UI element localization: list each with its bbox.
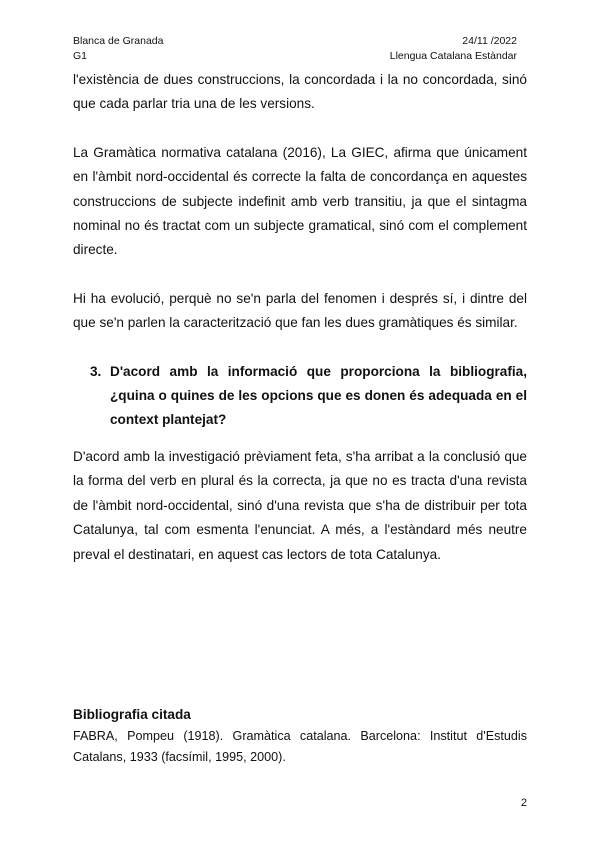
- paragraph-evolution: Hi ha evolució, perquè no se'n parla del fenomen i després sí, i dintre del que se'n parlen la caracterització que fan les dues gramàtiques és similar.: [73, 290, 527, 331]
- question-text: D'acord amb la informació que proporciona la bibliografia, ¿quina o quines de les opcions que es donen és adequada en el context plantejat?: [110, 363, 527, 428]
- document-date: 24/11 /2022: [462, 35, 517, 47]
- question-number: 3.: [90, 363, 102, 379]
- bibliography-section: [73, 704, 527, 768]
- answer-paragraph: D'acord amb la investigació prèviament feta, s'ha arribat a la conclusió que la forma del verb en plural és la correcta, ja que no es tracta d'una revista de l'àmbit nord-occidental, sinó d'una revista que s'ha de distribuir per tota Catalunya, tal com esmenta l'enunciat. A més, a l'estàndard més neutre preval el destinatari, en aquest cas lectors de tota Catalunya.: [73, 448, 527, 562]
- author-name: Blanca de Granada: [73, 35, 164, 47]
- question-3: [73, 360, 527, 433]
- group-label: G1: [73, 50, 88, 62]
- course-name: Llengua Catalana Estàndar: [389, 50, 517, 62]
- bibliography-entry: FABRA, Pompeu (1918). Gramàtica catalana. Barcelona: Institut d'Estudis Catalans, 1933 (facsímil, 1995, 2000).: [73, 729, 527, 764]
- paragraph-continuation: l'existència de dues construccions, la concordada i la no concordada, sinó que cada parlar tria una de les versions.: [73, 72, 527, 112]
- page-number: 2: [520, 797, 527, 809]
- bibliography-title: Bibliografia citada: [73, 707, 191, 722]
- paragraph-giec: La Gramàtica normativa catalana (2016), La GIEC, afirma que únicament en l'àmbit nord-occidental és correcte la falta de concordança en aquestes construccions de subjecte indefinit amb verb transitiu, ja que el sintagma nominal no és tractat com un subjecte gramatical, sinó com el complement directe.: [73, 144, 527, 258]
- main-content: [73, 68, 527, 567]
- page-header: [73, 34, 517, 64]
